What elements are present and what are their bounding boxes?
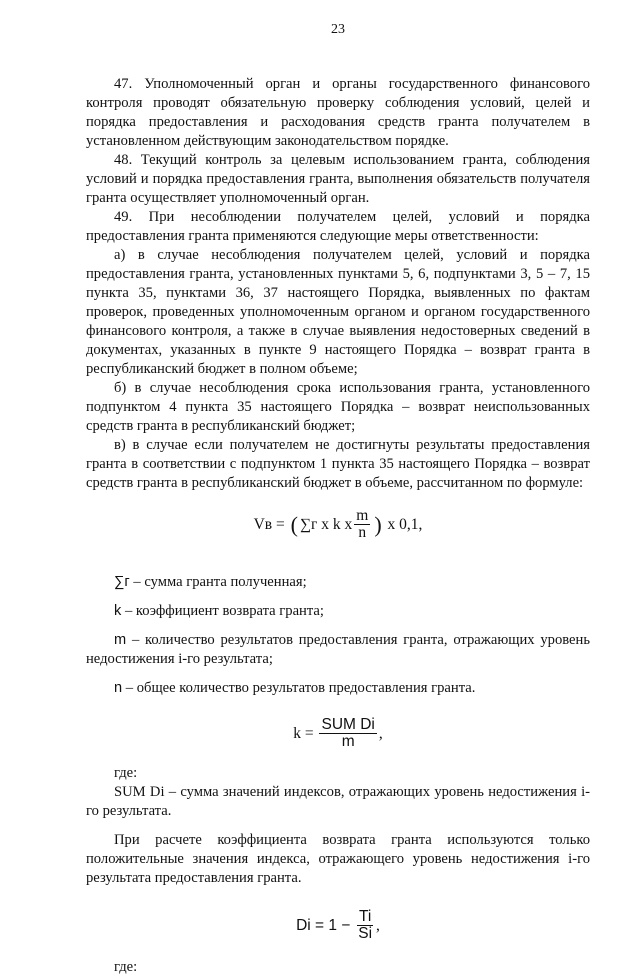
where-label-1: где: xyxy=(114,765,138,781)
definition-k-text: – коэффициент возврата гранта; xyxy=(121,603,324,619)
formula-vv-numerator: m xyxy=(356,506,369,524)
definition-m-text: – количество результатов предоставления гранта, отражающих уровень недостижения i-го результата; xyxy=(86,632,590,667)
formula-vv-eq: = xyxy=(276,515,285,533)
formula-vv-close-paren: ) xyxy=(374,511,382,537)
formula-vv-times-2: x xyxy=(344,515,353,533)
subparagraph-a: а) в случае несоблюдения получателем целей, условий и порядка предоставления гранта, установленных пунктами 5, 6, подпунктами 3, 5 – 7, 15 пункта 35, пунктами 36, 37 настоящего Порядка, выявленных по фактам проверок, проведенных уполномоченным органом и органом государственного финансового контроля, а также в случае выявления недостоверных сведений в документах, указанных в пункте 9 настоящего Порядка – возврат гранта в республиканский бюджет в полном объеме; xyxy=(86,247,590,377)
formula-di xyxy=(86,904,590,946)
paragraph-48: 48. Текущий контроль за целевым использованием гранта, соблюдения условий и порядка предоставления гранта, выполнения обязательств получателя гранта осуществляет уполномоченный орган. xyxy=(86,152,590,206)
definition-n xyxy=(86,679,590,698)
formula-di-tail: , xyxy=(376,916,380,934)
paragraph-49: 49. При несоблюдении получателем целей, условий и порядка предоставления гранта применяются следующие меры ответственности: xyxy=(86,209,590,244)
formula-vv-tail: x 0,1, xyxy=(387,515,423,533)
formula-vv-denominator: n xyxy=(358,523,367,541)
formula-vv-open-paren: ( xyxy=(290,511,298,537)
formula-vv xyxy=(86,503,590,545)
paragraph-47: 47. Уполномоченный орган и органы государственного финансового контроля проводят обязательную проверку соблюдения условий, целей и порядка предоставления и расходования средств гранта получателем в установленном действующим законодательством порядке. xyxy=(86,76,590,149)
document-body xyxy=(86,75,590,977)
formula-vv-fraction xyxy=(354,508,370,541)
definition-k xyxy=(86,602,590,621)
definition-sum-g xyxy=(86,573,590,592)
definition-k-symbol: k xyxy=(114,603,122,619)
calculation-note: При расчете коэффициента возврата гранта используются только положительные значения индекса, отражающего уровень недостижения i-го результата предоставления гранта. xyxy=(86,832,590,886)
page-number: 23 xyxy=(331,22,345,37)
definition-m xyxy=(86,631,590,669)
definition-n-text: – общее количество результатов предоставления гранта. xyxy=(122,680,476,696)
formula-di-lhs: Di = 1 − xyxy=(296,916,351,934)
definition-n-symbol: n xyxy=(114,680,123,696)
formula-k-fraction xyxy=(319,717,376,750)
formula-k-tail: , xyxy=(378,724,383,742)
definition-sum-g-symbol: ∑г xyxy=(114,574,130,590)
formula-k-denominator: m xyxy=(341,732,355,750)
definition-m-symbol: m xyxy=(114,632,127,648)
formula-k-lhs: k = xyxy=(293,724,314,742)
formula-di-numerator: Ti xyxy=(358,907,372,925)
sum-di-definition: SUM Di – сумма значений индексов, отражающих уровень недостижения i-го результата. xyxy=(86,784,590,819)
formula-vv-k: k xyxy=(332,515,341,533)
formula-vv-lhs: Vв xyxy=(253,515,273,533)
subparagraph-b: б) в случае несоблюдения срока использования гранта, установленного подпунктом 4 пункта 35 настоящего Порядка – возврат неиспользованных средств гранта в республиканский бюджет; xyxy=(86,380,590,434)
formula-vv-sum: ∑г xyxy=(299,515,318,533)
subparagraph-v: в) в случае если получателем не достигнуты результаты предоставления гранта в соответствии с подпунктом 1 пункта 35 настоящего Порядка – возврат средств гранта в республиканский бюджет в объеме, рассчитанном по формуле: xyxy=(86,437,590,491)
formula-k xyxy=(86,712,590,754)
where-label-2: где: xyxy=(114,959,138,975)
definition-sum-g-text: – сумма гранта полученная; xyxy=(129,574,307,590)
formula-di-denominator: Si xyxy=(358,924,373,942)
formula-vv-times: x xyxy=(321,515,329,533)
formula-k-numerator: SUM Di xyxy=(321,715,375,733)
formula-di-fraction xyxy=(356,909,374,942)
